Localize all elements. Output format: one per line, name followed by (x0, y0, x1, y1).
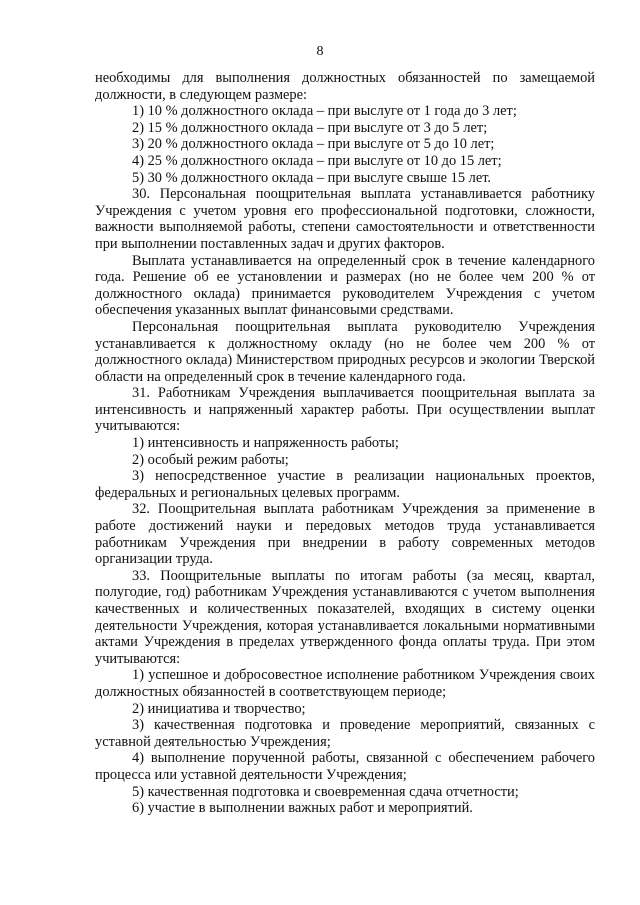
list-item-33-2: 2) инициатива и творчество; (132, 700, 306, 717)
list-item-31-1: 1) интенсивность и напряженность работы; (132, 435, 399, 452)
list-item-seniority-3: 3) 20 % должностного оклада – при выслуге от 5 до 10 лет; (132, 136, 495, 153)
paragraph-30: 30. Персональная поощрительная выплата устанавливается работнику Учреждения с учетом уровня его профессиональной подготовки, сложности, важности выполняемой работы, степени самостоятельности и ответственности при выполнении поставленных задач и других факторов. (95, 186, 595, 252)
list-item-31-2: 2) особый режим работы; (132, 451, 289, 468)
list-item-seniority-1: 1) 10 % должностного оклада – при выслуге от 1 года до 3 лет; (132, 103, 517, 120)
paragraph-continuation: необходимы для выполнения должностных обязанностей по замещаемой должности, в следующем размере: (95, 70, 595, 103)
list-item-33-4: 4) выполнение порученной работы, связанной с обеспечением рабочего процесса или уставной деятельности Учреждения; (95, 750, 595, 783)
paragraph-31: 31. Работникам Учреждения выплачивается поощрительная выплата за интенсивность и напряженный характер работы. При осуществлении выплат учитываются: (95, 385, 595, 435)
list-item-seniority-4: 4) 25 % должностного оклада – при выслуге от 10 до 15 лет; (132, 152, 502, 169)
list-item-33-3: 3) качественная подготовка и проведение мероприятий, связанных с уставной деятельностью Учреждения; (95, 717, 595, 750)
list-item-33-6: 6) участие в выполнении важных работ и мероприятий. (132, 800, 473, 817)
document-body (95, 70, 595, 817)
list-item-33-1: 1) успешное и добросовестное исполнение работником Учреждения своих должностных обязанностей в соответствующем периоде; (95, 667, 595, 700)
paragraph-32: 32. Поощрительная выплата работникам Учреждения за применение в работе достижений науки и передовых методов труда устанавливается работникам Учреждения при внедрении в работу современных методов организации труда. (95, 501, 595, 568)
paragraph-30-payment: Выплата устанавливается на определенный срок в течение календарного года. Решение об ее установлении и размерах (но не более чем 200 % от должностного оклада) принимается руководителем Учреждения с учетом обеспечения указанных выплат финансовыми средствами. (95, 252, 595, 319)
list-item-31-3: 3) непосредственное участие в реализации национальных проектов, федеральных и региональных целевых программ. (95, 468, 595, 501)
list-item-seniority-5: 5) 30 % должностного оклада – при выслуге свыше 15 лет. (132, 169, 492, 186)
list-item-33-5: 5) качественная подготовка и своевременная сдача отчетности; (132, 783, 519, 800)
paragraph-33: 33. Поощрительные выплаты по итогам работы (за месяц, квартал, полугодие, год) работникам Учреждения устанавливаются с учетом выполнения качественных и количественных показателей, входящих в систему оценки деятельности Учреждения, которая устанавливается локальными нормативными актами Учреждения в пределах утвержденного фонда оплаты труда. При этом учитываются: (95, 567, 595, 667)
paragraph-30-director: Персональная поощрительная выплата руководителю Учреждения устанавливается к должностному окладу (но не более чем 200 % от должностного оклада) Министерством природных ресурсов и экологии Тверской области на определенный срок в течение календарного года. (95, 318, 595, 385)
list-item-seniority-2: 2) 15 % должностного оклада – при выслуге от 3 до 5 лет; (132, 119, 488, 136)
page-number: 8 (316, 44, 324, 59)
